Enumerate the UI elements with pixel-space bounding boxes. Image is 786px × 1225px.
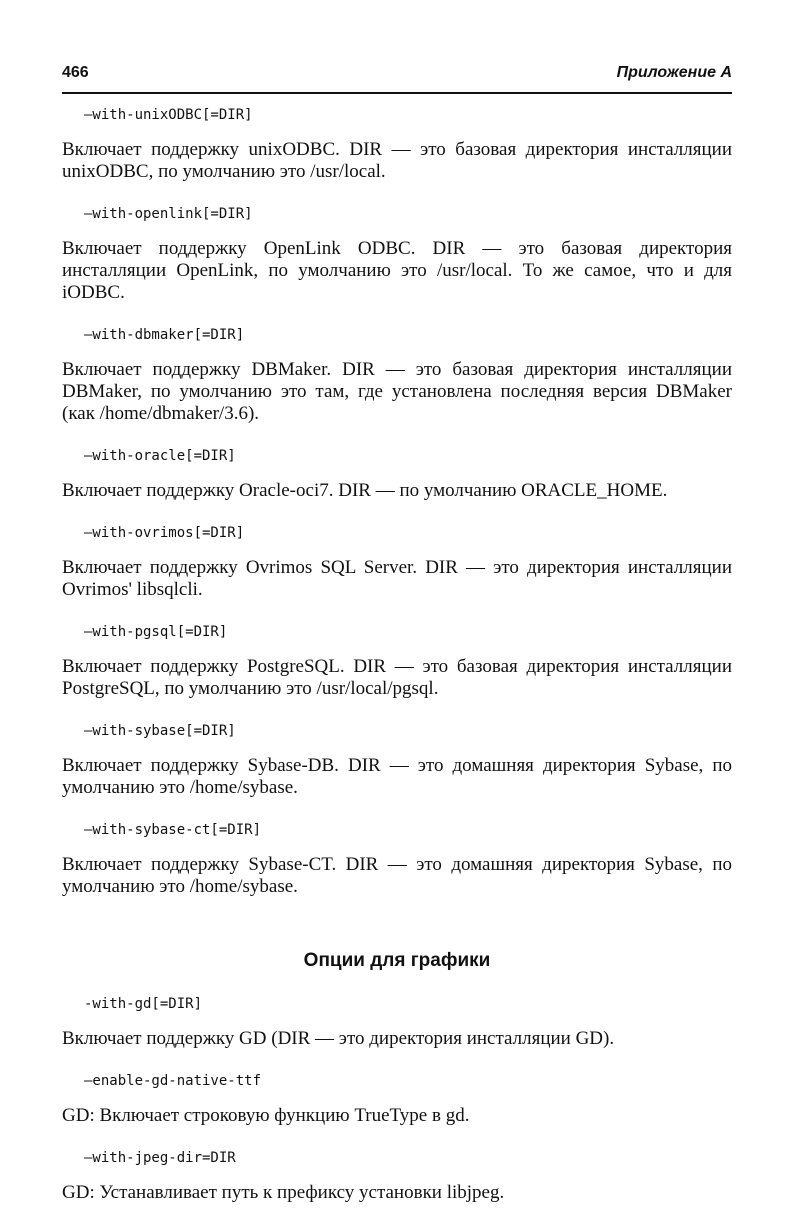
option-description: GD: Устанавливает путь к префиксу установки libjpeg. [62,1182,505,1203]
option-description: Включает поддержку Sybase-DB. DIR — это домашняя директория Sybase, по умолчанию это /home/sybase. [62,755,732,798]
option-description: GD: Включает строковую функцию TrueType в gd. [62,1105,470,1126]
option-with-oracle: —with-oracle[=DIR] [84,448,236,464]
option-description: Включает поддержку Sybase-CT. DIR — это домашняя директория Sybase, по умолчанию это /home/sybase. [62,854,732,897]
page-header [62,62,732,94]
option-enable-gd-native-ttf: —enable-gd-native-ttf [84,1073,262,1089]
option-with-gd: -with-gd[=DIR] [84,996,203,1012]
option-with-pgsql: —with-pgsql[=DIR] [84,624,228,640]
page-content [62,105,732,1225]
option-with-sybase: —with-sybase[=DIR] [84,723,236,739]
option-with-dbmaker: —with-dbmaker[=DIR] [84,327,245,343]
section-title-graphics: Опции для графики [303,950,491,971]
option-description: Включает поддержку PostgreSQL. DIR — это базовая директория инсталляции PostgreSQL, по умолчанию это /usr/local/pgsql. [62,656,732,699]
option-description: Включает поддержку DBMaker. DIR — это базовая директория инсталляции DBMaker, по умолчанию это там, где установлена последняя версия DBMaker (как /home/dbmaker/3.6). [62,359,732,424]
option-description: Включает поддержку Ovrimos SQL Server. DIR — это директория инсталляции Ovrimos' libsqlcli. [62,557,732,600]
option-with-openlink: —with-openlink[=DIR] [84,206,253,222]
option-with-jpeg-dir: —with-jpeg-dir=DIR [84,1150,236,1166]
option-with-sybase-ct: —with-sybase-ct[=DIR] [84,822,262,838]
page-number: 466 [62,64,89,81]
option-description: Включает поддержку Oracle-oci7. DIR — по умолчанию ORACLE_HOME. [62,480,668,501]
running-title: Приложение А [616,64,732,81]
option-description: Включает поддержку OpenLink ODBC. DIR — это базовая директория инсталляции OpenLink, по умолчанию это /usr/local. То же самое, что и для iODBC. [62,238,732,303]
option-description: Включает поддержку unixODBC. DIR — это базовая директория инсталляции unixODBC, по умолчанию это /usr/local. [62,139,732,182]
option-with-ovrimos: —with-ovrimos[=DIR] [84,525,245,541]
option-description: Включает поддержку GD (DIR — это директория инсталляции GD). [62,1028,615,1049]
option-with-unixodbc: —with-unixODBC[=DIR] [84,107,253,123]
